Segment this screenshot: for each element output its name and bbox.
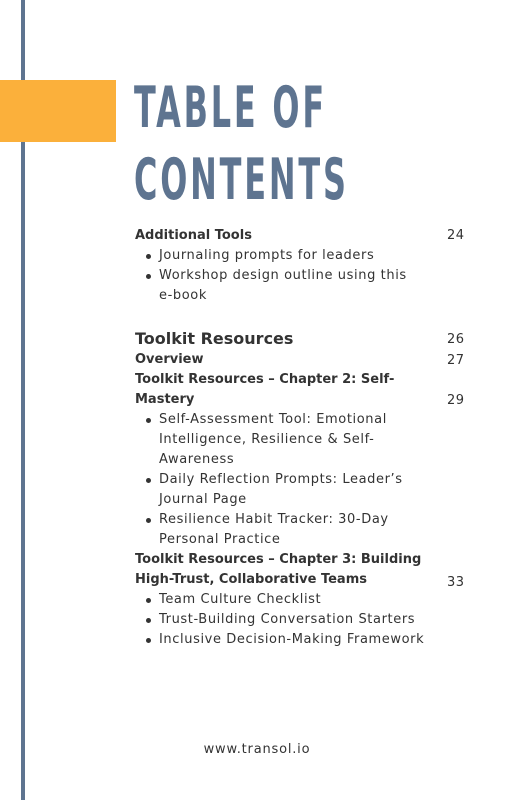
page-number-toolkit-resources: 26 [447, 332, 465, 347]
toc-bullet-item[interactable]: Inclusive Decision-Making Framework [135, 630, 470, 650]
page-title [134, 72, 349, 216]
page-number-additional-tools: 24 [447, 228, 465, 243]
page-number-overview: 27 [447, 353, 465, 368]
toc-list [135, 226, 470, 650]
toc-heading-additional-tools[interactable]: Additional Tools [135, 228, 252, 243]
title-line-1: TABLE OF [134, 75, 327, 141]
toc-heading-chapter-2-cont[interactable]: Mastery [135, 392, 195, 407]
footer-url-text: www.transol.io [203, 742, 311, 757]
toc-bullet-item[interactable]: Team Culture Checklist [135, 590, 470, 610]
toc-bullet-continuation: e-book [159, 288, 207, 303]
toc-bullet-continuation: Intelligence, Resilience & Self- [159, 432, 375, 447]
section-spacer [135, 306, 470, 328]
toc-heading-chapter-2[interactable]: Toolkit Resources – Chapter 2: Self- [135, 372, 395, 387]
toc-bullet-item[interactable]: Trust-Building Conversation Starters [135, 610, 470, 630]
page-number-chapter-2: 29 [447, 393, 465, 408]
footer-url[interactable] [0, 742, 512, 757]
toc-bullet-item[interactable]: Journaling prompts for leaders [135, 246, 470, 266]
toc-heading-overview[interactable]: Overview [135, 352, 204, 367]
orange-accent-block [0, 80, 116, 142]
toc-bullet-item[interactable]: Self-Assessment Tool: Emotional [135, 410, 470, 430]
toc-heading-chapter-3-cont[interactable]: High-Trust, Collaborative Teams [135, 572, 367, 587]
toc-bullet-continuation: Awareness [159, 452, 235, 467]
toc-bullet-item[interactable]: Resilience Habit Tracker: 30-Day [135, 510, 470, 530]
toc-heading-toolkit-resources[interactable]: Toolkit Resources [135, 329, 294, 348]
page-number-chapter-3: 33 [447, 575, 465, 590]
toc-bullet-continuation: Journal Page [159, 492, 247, 507]
toc-bullet-continuation: Personal Practice [159, 532, 281, 547]
toc-bullet-item[interactable]: Workshop design outline using this [135, 266, 470, 286]
toc-bullet-item[interactable]: Daily Reflection Prompts: Leader’s [135, 470, 470, 490]
title-line-2: CONTENTS [134, 147, 349, 213]
toc-heading-chapter-3[interactable]: Toolkit Resources – Chapter 3: Building [135, 552, 422, 567]
